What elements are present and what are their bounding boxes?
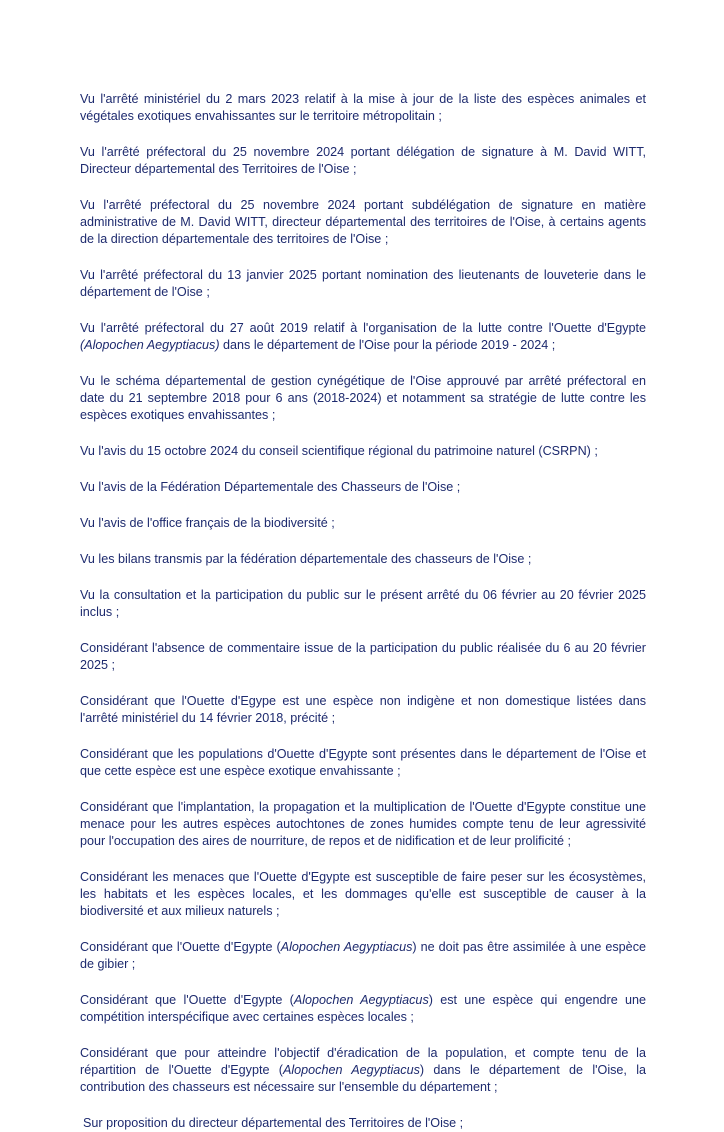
document-body (80, 91, 646, 1132)
paragraph: Vu la consultation et la participation du public sur le présent arrêté du 06 février au 20 février 2025 inclus ; (80, 588, 646, 619)
paragraph: Considérant que l'Ouette d'Egype est une espèce non indigène et non domestique listées dans l'arrêté ministériel du 14 février 2018, précité ; (80, 694, 646, 725)
paragraph: Sur proposition du directeur départemental des Territoires de l'Oise ; (83, 1116, 464, 1130)
paragraph: Considérant que l'Ouette d'Egypte (Alopochen Aegyptiacus) ne doit pas être assimilée à une espèce de gibier ; (80, 940, 646, 971)
species-name: (Alopochen Aegyptiacus) (80, 338, 220, 352)
paragraph: Considérant l'absence de commentaire issue de la participation du public réalisée du 6 au 20 février 2025 ; (80, 641, 646, 672)
paragraph: Vu l'arrêté préfectoral du 25 novembre 2024 portant délégation de signature à M. David WITT, Directeur départemental des Territoires de l'Oise ; (80, 145, 646, 176)
paragraph: Considérant que l'Ouette d'Egypte (Alopochen Aegyptiacus) est une espèce qui engendre une compétition interspécifique avec certaines espèces locales ; (80, 993, 647, 1024)
paragraph: Vu l'arrêté préfectoral du 13 janvier 2025 portant nomination des lieutenants de louveterie dans le département de l'Oise ; (80, 268, 646, 299)
paragraph: Vu l'arrêté préfectoral du 27 août 2019 relatif à l'organisation de la lutte contre l'Ouette d'Egypte (Alopochen Aegyptiacus) dans le département de l'Oise pour la période 2019 - 2024 ; (80, 321, 646, 352)
paragraph: Vu l'arrêté préfectoral du 25 novembre 2024 portant subdélégation de signature en matière administrative de M. David WITT, directeur départemental des territoires de l'Oise, à certains agents de la direction départementale des territoires de l'Oise ; (80, 198, 646, 246)
species-name: Alopochen Aegyptiacus (293, 993, 429, 1007)
species-name: Alopochen Aegyptiacus (280, 940, 413, 954)
paragraph: Vu le schéma départemental de gestion cynégétique de l'Oise approuvé par arrêté préfectoral en date du 21 septembre 2018 pour 6 ans (2018-2024) et notamment sa stratégie de lutte contre les espèces exotiques envahissantes ; (80, 374, 646, 422)
paragraph: Considérant que l'implantation, la propagation et la multiplication de l'Ouette d'Egypte constitue une menace pour les autres espèces autochtones de zones humides compte tenu de leur agressivité pour l'occupation des aires de nourriture, de repos et de nidification et de leur prolificité ; (80, 800, 646, 848)
paragraph: Vu l'avis de l'office français de la biodiversité ; (80, 516, 335, 530)
paragraph: Vu l'avis de la Fédération Départementale des Chasseurs de l'Oise ; (80, 480, 461, 494)
paragraph: Considérant que les populations d'Ouette d'Egypte sont présentes dans le département de l'Oise et que cette espèce est une espèce exotique envahissante ; (80, 747, 646, 778)
paragraph: Vu l'arrêté ministériel du 2 mars 2023 relatif à la mise à jour de la liste des espèces animales et végétales exotiques envahissantes sur le territoire métropolitain ; (80, 92, 646, 123)
paragraph: Vu l'avis du 15 octobre 2024 du conseil scientifique régional du patrimoine naturel (CSRPN) ; (80, 444, 598, 458)
paragraph: Considérant les menaces que l'Ouette d'Egypte est susceptible de faire peser sur les écosystèmes, les habitats et les espèces locales, et les dommages qu'elle est susceptible de causer à la biodiversité et aux milieux naturels ; (80, 870, 646, 918)
species-name: Alopochen Aegyptiacus (282, 1063, 420, 1077)
paragraph: Vu les bilans transmis par la fédération départementale des chasseurs de l'Oise ; (80, 552, 532, 566)
paragraph: Considérant que pour atteindre l'objectif d'éradication de la population, et compte tenu de la répartition de l'Ouette d'Egypte (Alopochen Aegyptiacus) dans le département de l'Oise, la contribution des chasseurs est nécessaire sur l'ensemble du département ; (80, 1046, 647, 1094)
